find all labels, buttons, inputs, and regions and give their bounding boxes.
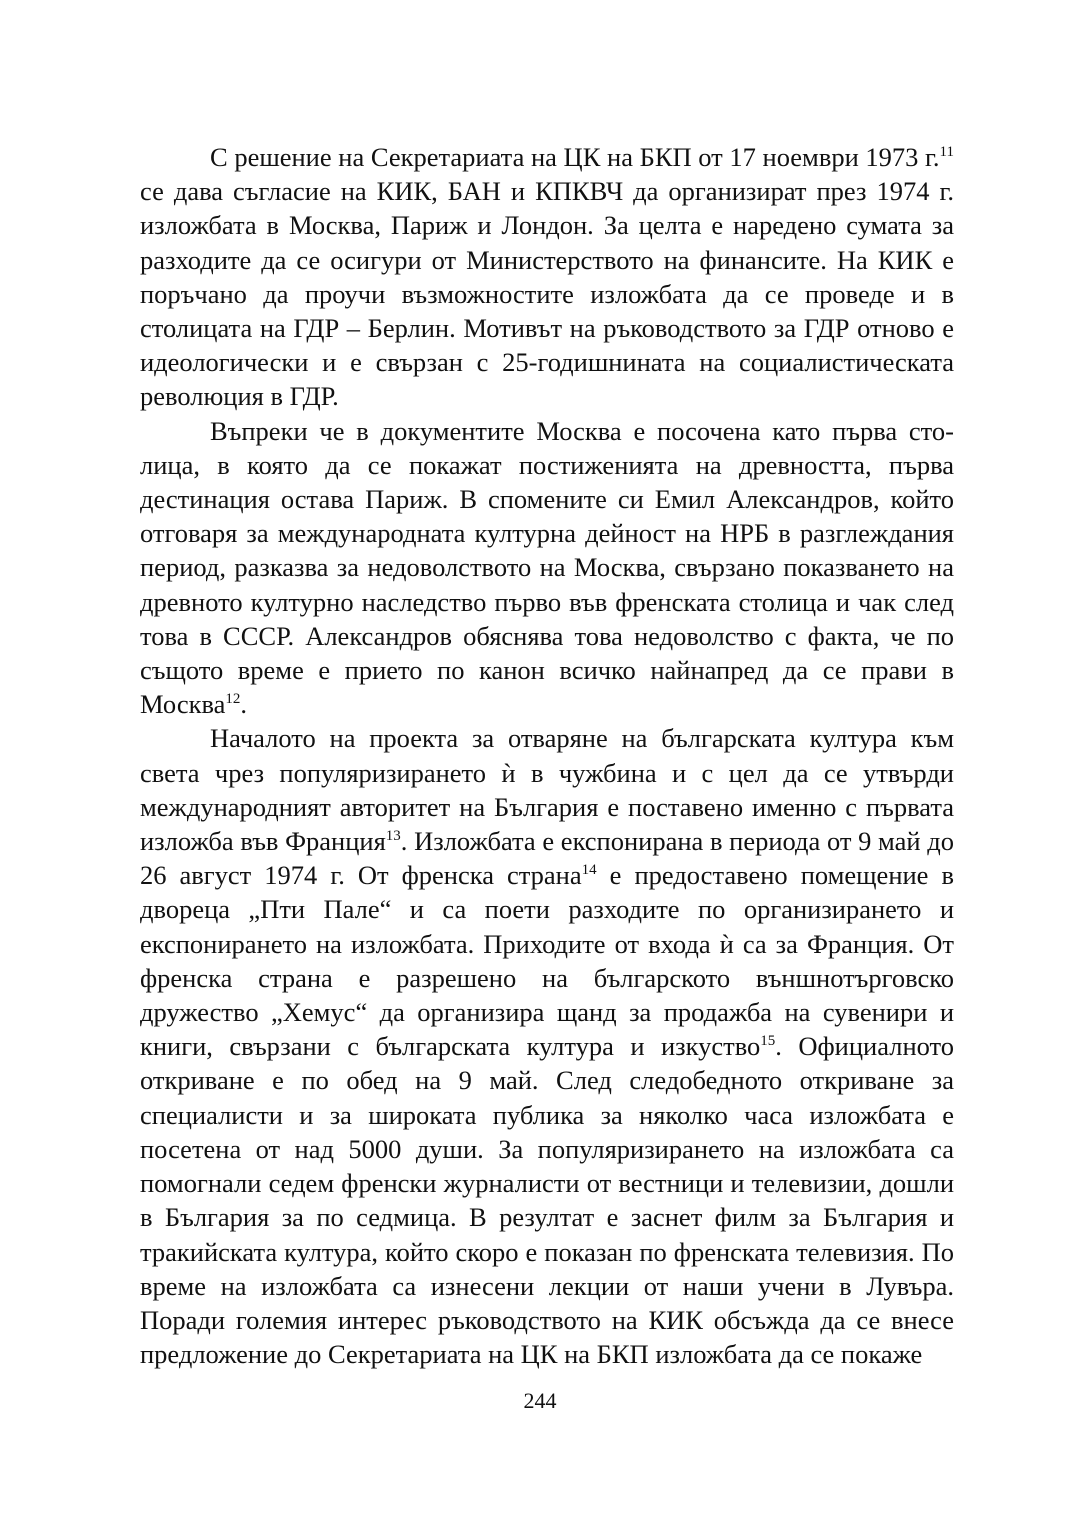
paragraph-1 [140, 140, 954, 414]
footnote-ref-11: 11 [939, 144, 954, 160]
footnote-ref-14: 14 [581, 862, 597, 879]
paragraph-2 [140, 414, 954, 722]
paragraph-3 [140, 721, 954, 1371]
paragraph-3-text: . Изложбата е експонирана в периода от 9 май до 26 август 1974 г. От френска страна [140, 826, 954, 891]
paragraph-3-text: е предоставено помещение в двореца „Пти Пале“ и са поети разходите по организирането и експонирането на изложбата. Приходите от входа ѝ са за Франция. От френска страна е разрешено на българското външнотърговско дружество „Хемус“ да организира щанд за продажба на сувенири и книги, свързани с българската култура и изкуство [140, 860, 954, 1062]
page-number: 244 [523, 1388, 557, 1413]
footnote-ref-12: 12 [225, 691, 241, 708]
paragraph-3-text: . Официалното откриване е по обед на 9 май. След следобедното откриване за специалисти и за широката публика за няколко часа изложбата е посетена от над 5000 души. За популяризирането на изложбата са помогнали седем френски журналисти от вестници и телевизии, дошли в България за по седмица. В резултат е заснет филм за България и тракийската култура, който скоро е показан по френската телевизия. По време на изложбата са изнесени лекции от наши учени в Лувъра. Поради големия интерес ръководството на КИК обсъжда да се внесе предложение до Секретариата на ЦК на БКП изложбата да се покаже [140, 1031, 955, 1370]
paragraph-2-text: . [240, 689, 247, 720]
paragraph-1-text: се дава съгласие на КИК, БАН и КПКВЧ да организират през 1974 г. изложбата в Москва, Париж и Лондон. За целта е наредено сумата за разходите да се осигури от Министерството на финансите. На КИК е поръчано да проучи възможностите изложбата да се проведе и в столицата на ГДР – Берлин. Мотивът на ръководството за ГДР отново е идеологически и е свързан с 25-годишнината на социалистическата революция в ГДР. [140, 176, 954, 412]
paragraph-1-text: С решение на Секретариата на ЦК на БКП от 17 ноември 1973 г. [210, 142, 940, 172]
footnote-ref-13: 13 [385, 828, 401, 845]
body-text [140, 140, 954, 1371]
paragraph-3-text: Началото на проекта за отваряне на българската култура към света чрез популяризирането ѝ в чужбина и с цел да се утвърди международният авторитет на България е поставено именно с първата изложба във Франция [140, 723, 954, 857]
footnote-ref-15: 15 [760, 1033, 776, 1050]
paragraph-2-text: Въпреки че в документите Москва е посочена като първа столица, в която да се покажат постиженията на древността, първа дестинация остава Париж. В спомените си Емил Александров, който отговаря за международната културна дейност на НРБ в разглеждания период, разказва за недоволството на Москва, свързано показването на древното културно наследство първо във френската столица и чак след това в СССР. Александров обяснява това недоволство с факта, че по същото време е прието по канон всичко найнапред да се прави в Москва [140, 415, 954, 720]
